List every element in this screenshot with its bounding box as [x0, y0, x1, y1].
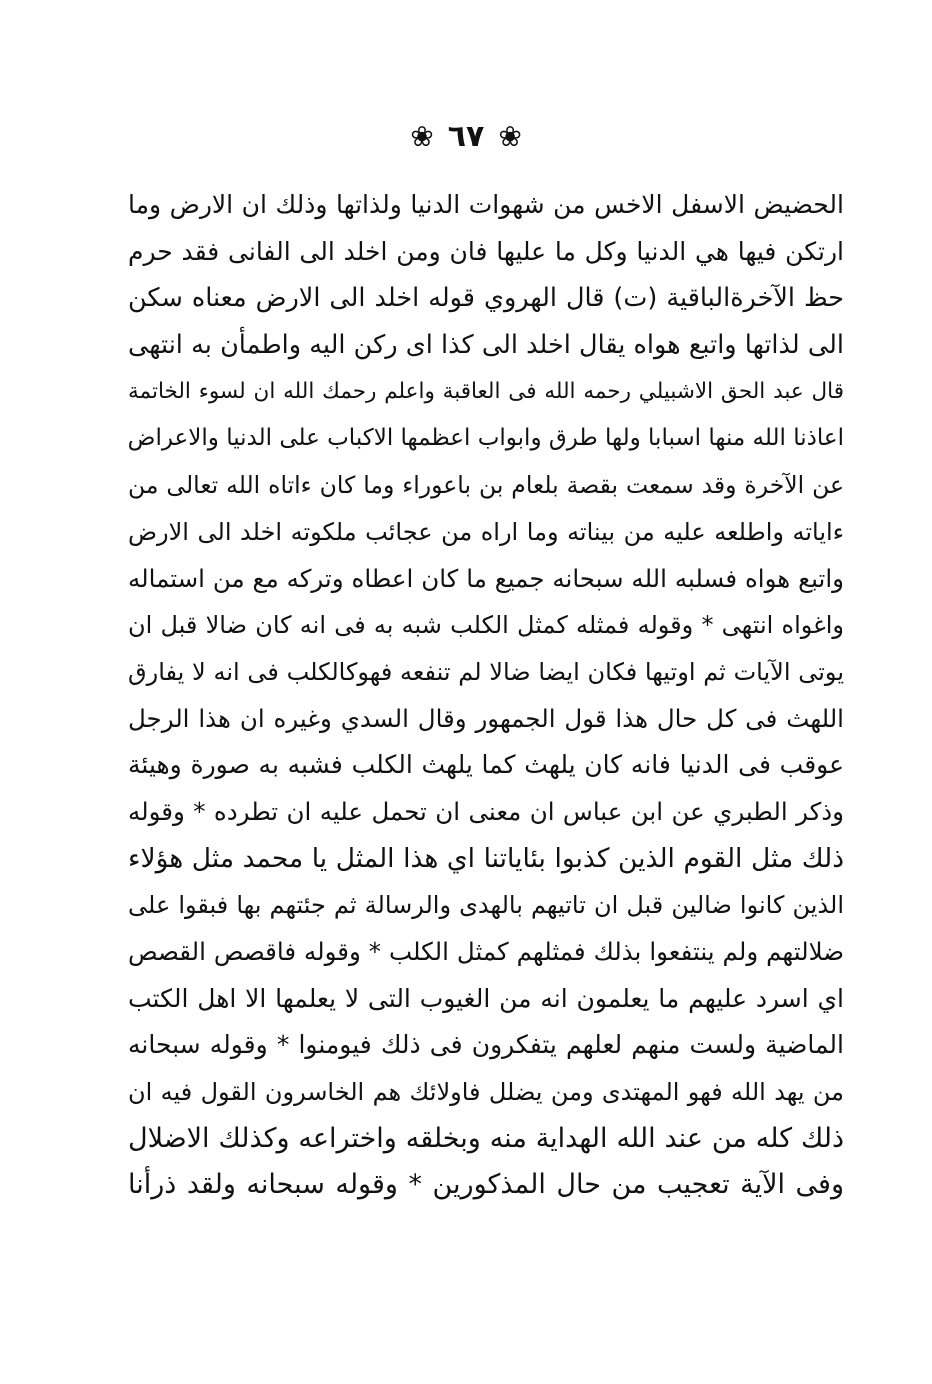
text-line: واغواه انتهى * وقوله فمثله كمثل الكلب شبه به فى انه كان ضالا قبل ان: [128, 611, 844, 640]
text-line: اي اسرد عليهم ما يعلمون انه من الغيوب التى لا يعلمها الا اهل الكتب: [128, 983, 844, 1013]
text-line: واتبع هواه فسلبه الله سبحانه جميع ما كان اعطاه وتركه مع من استماله: [128, 563, 844, 593]
page-body-text: [128, 182, 844, 1209]
text-line: وذكر الطبري عن ابن عباس ان معنى ان تحمل عليه ان تطرده * وقوله: [128, 796, 844, 826]
text-line: اعاذنا الله منها اسبابا ولها طرق وابواب اعظمها الاكباب على الدنيا والاعراض: [128, 425, 844, 452]
text-line: ذلك كله من عند الله الهداية منه وبخلقه واختراعه وكذلك الاضلال: [128, 1122, 844, 1154]
text-line: الى لذاتها واتبع هواه يقال اخلد الى كذا اى ركن اليه واطمأن به انتهى: [128, 330, 844, 361]
text-line: ءاياته واطلعه عليه من بيناته وما اراه من عجائب ملكوته اخلد الى الارض: [128, 517, 844, 546]
text-line: ذلك مثل القوم الذين كذبوا بئاياتنا اي هذا المثل يا محمد مثل هؤلاء: [128, 842, 844, 874]
text-line: حظ الآخرةالباقية (ت) قال الهروي قوله اخلد الى الارض معناه سكن: [128, 283, 844, 314]
text-line: اللهث فى كل حال هذا قول الجمهور وقال السدي وغيره ان هذا الرجل: [128, 703, 844, 733]
text-line: الحضيض الاسفل الاخس من شهوات الدنيا ولذاتها وذلك ان الارض وما: [128, 190, 844, 219]
text-line: الماضية ولست منهم لعلهم يتفكرون فى ذلك فيومنوا * وقوله سبحانه: [128, 1030, 844, 1060]
text-line: الذين كانوا ضالين قبل ان تاتيهم بالهدى والرسالة ثم جئتهم بها فبقوا على: [128, 891, 844, 920]
text-line: عوقب فى الدنيا فانه كان يلهث كما يلهث الكلب فشبه به صورة وهيئة: [128, 750, 844, 780]
text-line: ضلالتهم ولم ينتفعوا بذلك فمثلهم كمثل الكلب * وقوله فاقصص القصص: [128, 937, 844, 966]
text-line: قال عبد الحق الاشبيلي رحمه الله فى العاقبة واعلم رحمك الله ان لسوء الخاتمة: [128, 378, 844, 404]
text-line: ارتكن فيها هي الدنيا وكل ما عليها فان ومن اخلد الى الفانى فقد حرم: [128, 236, 844, 266]
page-header: [0, 112, 932, 162]
page-number: ٦٧: [447, 119, 485, 154]
ornament-left-icon: ❀: [410, 120, 434, 153]
text-line: عن الآخرة وقد سمعت بقصة بلعام بن باعوراء وما كان ءاتاه الله تعالى من: [128, 471, 844, 500]
text-line: يوتى الآيات ثم اوتيها فكان ايضا ضالا لم تنفعه فهوكالكلب فى انه لا يفارق: [128, 657, 844, 686]
text-line: من يهد الله فهو المهتدى ومن يضلل فاولائك هم الخاسرون القول فيه ان: [128, 1078, 844, 1107]
text-line: وفى الآية تعجيب من حال المذكورين * وقوله سبحانه ولقد ذرأنا: [128, 1169, 844, 1201]
ornament-right-icon: ❀: [498, 120, 522, 153]
